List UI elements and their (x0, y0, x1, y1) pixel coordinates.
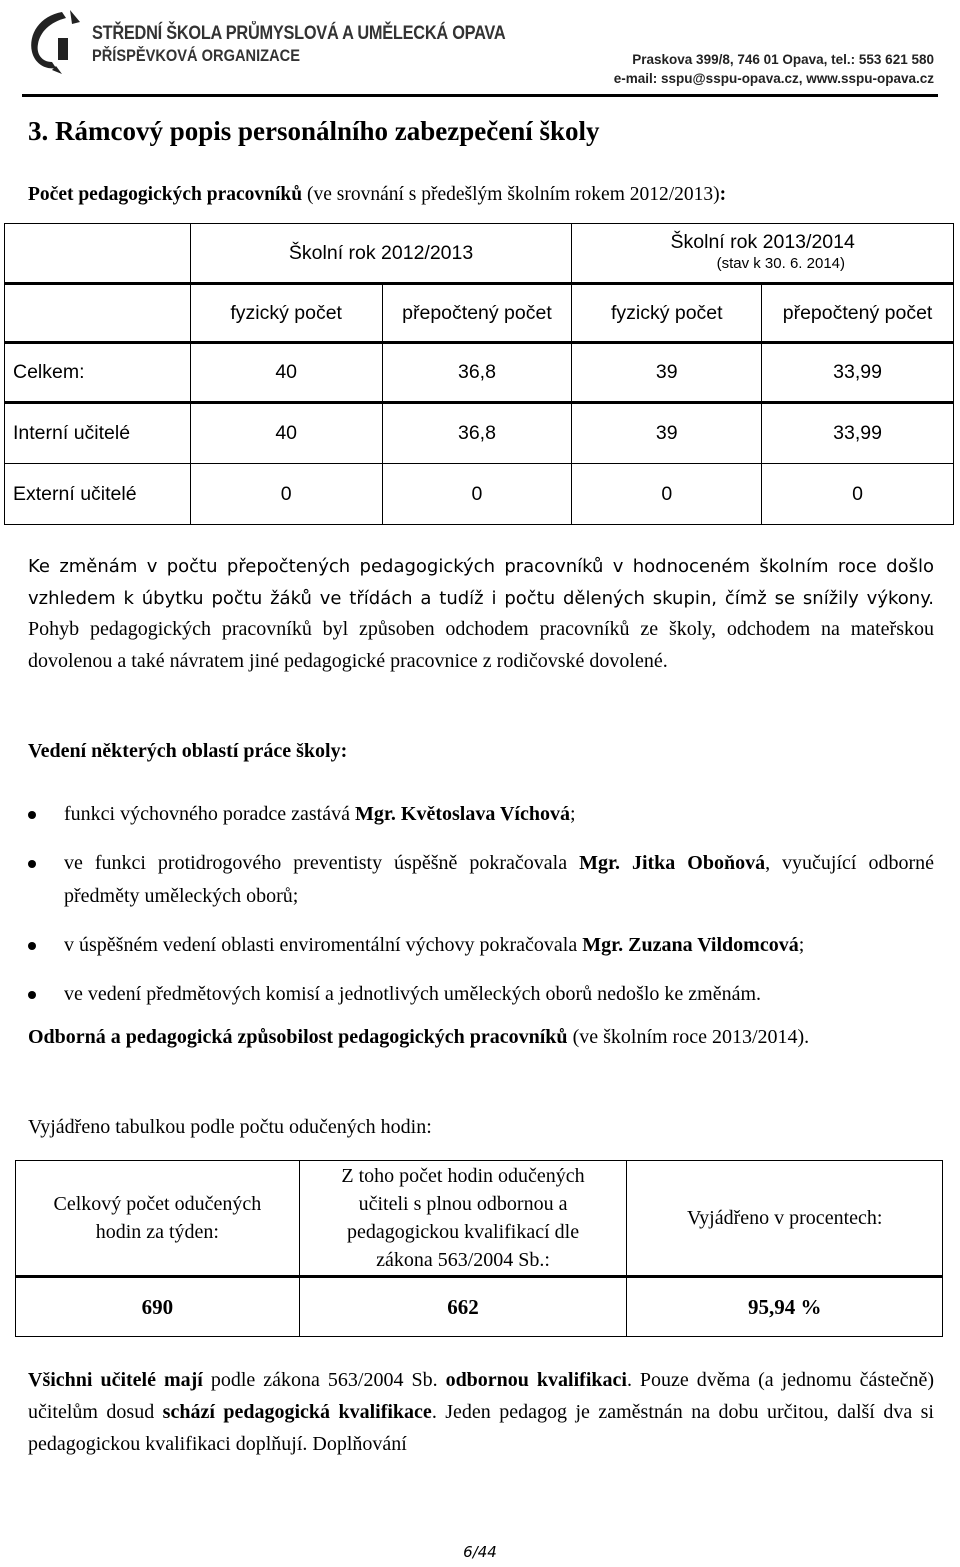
list-item-end: , vyučující odborné předměty uměleckých oborů; (64, 852, 934, 907)
staff-change-paragraph (28, 551, 934, 677)
management-list (28, 798, 934, 1027)
table-cell: 33,99 (762, 343, 954, 403)
list-item-text: v úspěšném vedení oblasti enviromentální výchovy pokračovala (64, 934, 583, 956)
year-2012-header: Školní rok 2012/2013 (190, 224, 572, 284)
table-caption: Vyjádřeno tabulkou podle počtu odučených hodin: (28, 1116, 432, 1138)
paragraph-part-a: Ke změnám v počtu přepočtených pedagogických pracovníků v hodnoceném školním roce došlo vzhledem k úbytku počtu žáků ve třídách a tudíž i počtu dělených skupin, čímž se snížily výkony. (28, 556, 934, 609)
text-bold: odbornou kvalifikaci (445, 1369, 627, 1391)
qualification-heading-bold: Odborná a pedagogická způsobilost pedagogických pracovníků (28, 1026, 568, 1048)
table-cell: 39 (572, 343, 762, 403)
column-header: Celkový počet odučených hodin za týden: (16, 1161, 300, 1277)
column-header: přepočtený počet (382, 284, 572, 343)
table-row (5, 343, 954, 403)
list-item-text: funkci výchovného poradce zastává (64, 803, 355, 825)
text-bold: Všichni učitelé mají (28, 1369, 203, 1391)
staff-count-heading-rest: (ve srovnání s předešlým školním rokem 2012/2013) (302, 184, 720, 205)
list-item-name: Mgr. Zuzana Vildomcová (582, 934, 799, 956)
year-2013-label: Školní rok 2013/2014 (670, 231, 855, 253)
header-divider (22, 94, 938, 97)
list-item (28, 798, 934, 831)
school-name: STŘEDNÍ ŠKOLA PRŮMYSLOVÁ A UMĚLECKÁ OPAVA (92, 23, 506, 44)
table-row (5, 464, 954, 525)
text-bold: schází pedagogická kvalifikace (162, 1401, 432, 1423)
contact-block (614, 50, 934, 88)
staff-count-heading (28, 184, 726, 206)
table-cell: 0 (382, 464, 572, 525)
staff-count-heading-colon: : (719, 184, 727, 205)
table-cell: 690 (16, 1277, 300, 1337)
management-heading: Vedení některých oblastí práce školy: (28, 740, 348, 762)
bullet-icon (28, 860, 36, 868)
list-item (28, 847, 934, 913)
paragraph-part-b: Pohyb pedagogických pracovníků byl způsoben odchodem pracovníků ze školy, odchodem na mateřskou dovolenou a také návratem jiné pedagogické pracovnice z rodičovské dovolené. (28, 618, 934, 672)
qualification-heading-rest: (ve školním roce 2013/2014). (567, 1026, 810, 1048)
table-cell: 0 (190, 464, 382, 525)
page-header (0, 0, 960, 100)
row-label: Celkem: (5, 343, 191, 403)
bullet-icon (28, 942, 36, 950)
year-2013-header (572, 224, 954, 284)
column-header: Z toho počet hodin odučených učiteli s plnou odbornou a pedagogickou kvalifikací dle zákona 563/2004 Sb.: (299, 1161, 627, 1277)
text: . Jeden pedagog je zaměstnán na dobu určitou, další dva si pedagogickou kvalifikaci doplňují. Doplňování (28, 1401, 934, 1455)
table-cell: 36,8 (382, 343, 572, 403)
table-cell: 95,94 % (627, 1277, 943, 1337)
table-cell: 662 (299, 1277, 627, 1337)
table-cell: 33,99 (762, 403, 954, 464)
bullet-icon (28, 811, 36, 819)
table-cell: 0 (572, 464, 762, 525)
table-cell: 0 (762, 464, 954, 525)
table-cell: 40 (190, 403, 382, 464)
list-item-text: ve vedení předmětových komisí a jednotlivých uměleckých oborů nedošlo ke změnám. (64, 983, 762, 1005)
table-row (5, 403, 954, 464)
column-header: fyzický počet (572, 284, 762, 343)
school-logo-icon (22, 8, 84, 78)
text: . Pouze dvěma (a jednomu částečně) učitelům dosud (28, 1369, 934, 1423)
column-header: přepočtený počet (762, 284, 954, 343)
row-label: Interní učitelé (5, 403, 191, 464)
school-organization: PŘÍSPĚVKOVÁ ORGANIZACE (92, 46, 300, 65)
qualification-paragraph (28, 1364, 934, 1460)
address: Praskova 399/8, 746 01 Opava, tel.: 553 621 580 (632, 52, 934, 67)
list-item-text: ve funkci protidrogového preventisty úspěšně pokračovala (64, 852, 580, 874)
list-item (28, 929, 934, 962)
qualification-heading (28, 1022, 934, 1053)
table-row (16, 1277, 943, 1337)
table-row (5, 224, 954, 284)
year-2013-state: (stav k 30. 6. 2014) (716, 255, 845, 272)
table-cell: 36,8 (382, 403, 572, 464)
list-item-end: ; (570, 803, 576, 825)
table-cell: 40 (190, 343, 382, 403)
text: podle zákona 563/2004 Sb. (202, 1369, 446, 1391)
list-item-name: Mgr. Květoslava Víchová (355, 803, 570, 825)
staff-count-table (4, 223, 954, 525)
list-item (28, 978, 934, 1011)
staff-count-heading-bold: Počet pedagogických pracovníků (28, 184, 303, 205)
list-item-end: ; (798, 934, 805, 956)
list-item-name: Mgr. Jitka Oboňová (579, 852, 766, 874)
row-label: Externí učitelé (5, 464, 191, 525)
qualification-table (15, 1160, 943, 1337)
column-header: fyzický počet (190, 284, 382, 343)
email-web: e-mail: sspu@sspu-opava.cz, www.sspu-opava.cz (613, 71, 934, 86)
table-cell-empty (5, 224, 191, 284)
page-number: 6/44 (463, 1543, 497, 1561)
section-title: 3. Rámcový popis personálního zabezpečení školy (28, 116, 600, 146)
table-row (16, 1161, 943, 1277)
bullet-icon (28, 991, 36, 999)
table-row (5, 284, 954, 343)
column-header: Vyjádřeno v procentech: (627, 1161, 943, 1277)
table-cell-empty (5, 284, 191, 343)
table-cell: 39 (572, 403, 762, 464)
